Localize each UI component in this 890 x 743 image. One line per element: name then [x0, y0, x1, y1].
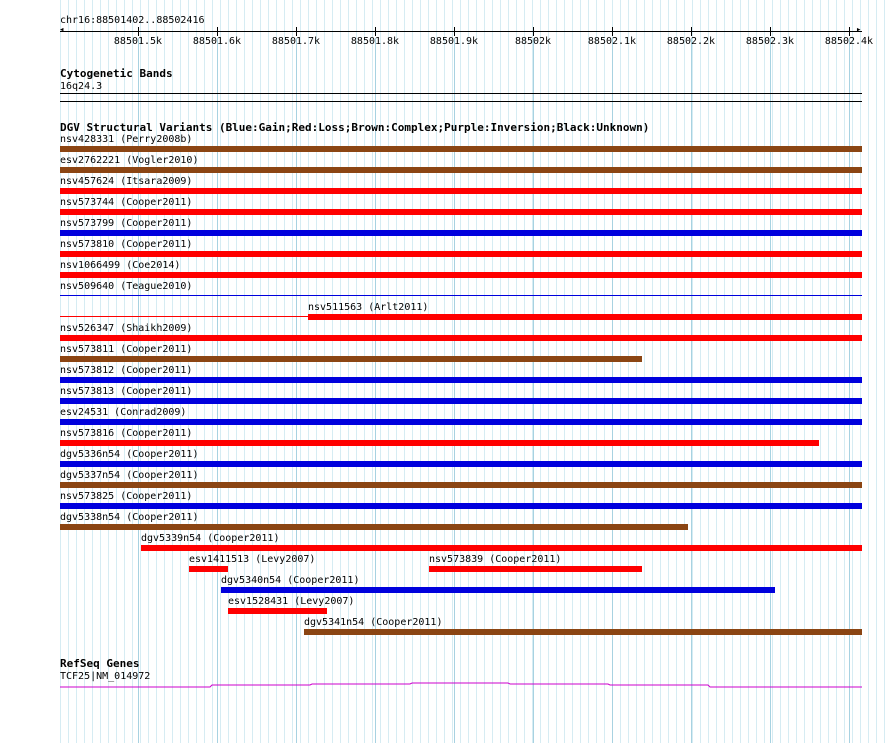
ruler-tick [770, 27, 771, 36]
variant-bar-complex[interactable] [60, 146, 862, 152]
ruler-tick [296, 27, 297, 36]
variant-bar-gain[interactable] [221, 587, 775, 593]
variant-bar-loss[interactable] [60, 440, 819, 446]
refseq-gene-model[interactable] [0, 678, 890, 692]
variant-bar-complex[interactable] [60, 356, 642, 362]
variant-bar-gain[interactable] [60, 377, 862, 383]
ruler-tick [691, 27, 692, 36]
variant-bar-gain[interactable] [60, 419, 862, 425]
ruler-arrow-right-icon: ▸ [856, 25, 862, 35]
variant-label[interactable]: esv24531 (Conrad2009) [60, 407, 187, 418]
variant-label[interactable]: esv1528431 (Levy2007) [228, 596, 355, 607]
variant-label[interactable]: esv2762221 (Vogler2010) [60, 155, 199, 166]
variant-label[interactable]: dgv5339n54 (Cooper2011) [141, 533, 280, 544]
variant-label[interactable]: dgv5336n54 (Cooper2011) [60, 449, 199, 460]
variant-bar-loss[interactable] [228, 608, 327, 614]
ruler-tick-label: 88502.4k [824, 36, 874, 47]
variant-label[interactable]: nsv1066499 (Coe2014) [60, 260, 181, 271]
refseq-track-title: RefSeq Genes [60, 657, 140, 670]
variant-label[interactable]: nsv573816 (Cooper2011) [60, 428, 193, 439]
ruler-tick-label: 88502.3k [745, 36, 795, 47]
variant-bar-gain[interactable] [60, 398, 862, 404]
variant-connector [60, 316, 308, 317]
ruler-tick-label: 88501.5k [113, 36, 163, 47]
cytoband-label: 16q24.3 [60, 81, 103, 92]
variant-bar-loss[interactable] [60, 188, 862, 194]
variant-label[interactable]: nsv457624 (Itsara2009) [60, 176, 193, 187]
ruler-tick-label: 88501.8k [350, 36, 400, 47]
cytoband-line-top [60, 93, 862, 94]
variant-label[interactable]: nsv573825 (Cooper2011) [60, 491, 193, 502]
variant-bar-loss[interactable] [60, 251, 862, 257]
variant-bar-loss[interactable] [141, 545, 862, 551]
cytoband-track-title: Cytogenetic Bands [60, 67, 173, 80]
variant-label[interactable]: nsv511563 (Arlt2011) [308, 302, 429, 313]
ruler-tick [849, 27, 850, 36]
variant-label[interactable]: nsv573812 (Cooper2011) [60, 365, 193, 376]
ruler-tick [138, 27, 139, 36]
ruler-axis [60, 31, 862, 32]
ruler-tick [533, 27, 534, 36]
variant-label[interactable]: nsv573811 (Cooper2011) [60, 344, 193, 355]
ruler-tick [454, 27, 455, 36]
variant-label[interactable]: esv1411513 (Levy2007) [189, 554, 316, 565]
variant-bar-gain[interactable] [60, 230, 862, 236]
variant-bar-gain[interactable] [60, 461, 862, 467]
ruler-tick-label: 88502k [514, 36, 552, 47]
variant-bar-complex[interactable] [60, 482, 862, 488]
ruler-tick [375, 27, 376, 36]
dgv-track-title: DGV Structural Variants (Blue:Gain;Red:Loss;Brown:Complex;Purple:Inversion;Black:Unknown) [60, 121, 650, 134]
ruler-tick-label: 88501.6k [192, 36, 242, 47]
variant-label[interactable]: nsv573799 (Cooper2011) [60, 218, 193, 229]
variant-label[interactable]: nsv509640 (Teague2010) [60, 281, 193, 292]
refseq-intron-line [60, 683, 862, 687]
variant-label[interactable]: nsv573810 (Cooper2011) [60, 239, 193, 250]
ruler-tick [612, 27, 613, 36]
variant-bar-complex[interactable] [60, 524, 688, 530]
variant-label[interactable]: dgv5338n54 (Cooper2011) [60, 512, 199, 523]
variant-label[interactable]: dgv5341n54 (Cooper2011) [304, 617, 443, 628]
ruler-tick-label: 88502.1k [587, 36, 637, 47]
ruler-tick-label: 88501.7k [271, 36, 321, 47]
variant-bar-loss[interactable] [60, 335, 862, 341]
ruler-position-label: chr16:88501402..88502416 [60, 15, 205, 26]
variant-bar-loss[interactable] [60, 209, 862, 215]
ruler-tick [217, 27, 218, 36]
cytoband-line-bottom [60, 101, 862, 102]
variant-label[interactable]: nsv526347 (Shaikh2009) [60, 323, 193, 334]
refseq-gene-label[interactable]: TCF25|NM_014972 [60, 671, 151, 682]
variant-bar-gain[interactable] [60, 295, 862, 296]
variant-bar-loss[interactable] [189, 566, 228, 572]
variant-bar-loss[interactable] [308, 314, 862, 320]
variant-bar-complex[interactable] [304, 629, 862, 635]
variant-label[interactable]: nsv573813 (Cooper2011) [60, 386, 193, 397]
variant-bar-gain[interactable] [60, 503, 862, 509]
variant-label[interactable]: dgv5337n54 (Cooper2011) [60, 470, 199, 481]
variant-bar-loss[interactable] [60, 272, 862, 278]
ruler-tick-label: 88502.2k [666, 36, 716, 47]
variant-label[interactable]: nsv573839 (Cooper2011) [429, 554, 562, 565]
variant-bar-loss[interactable] [429, 566, 642, 572]
ruler-arrow-left-icon: ◂ [59, 25, 65, 35]
variant-label[interactable]: nsv428331 (Perry2008b) [60, 134, 193, 145]
variant-label[interactable]: nsv573744 (Cooper2011) [60, 197, 193, 208]
variant-label[interactable]: dgv5340n54 (Cooper2011) [221, 575, 360, 586]
ruler-tick-label: 88501.9k [429, 36, 479, 47]
variant-bar-complex[interactable] [60, 167, 862, 173]
